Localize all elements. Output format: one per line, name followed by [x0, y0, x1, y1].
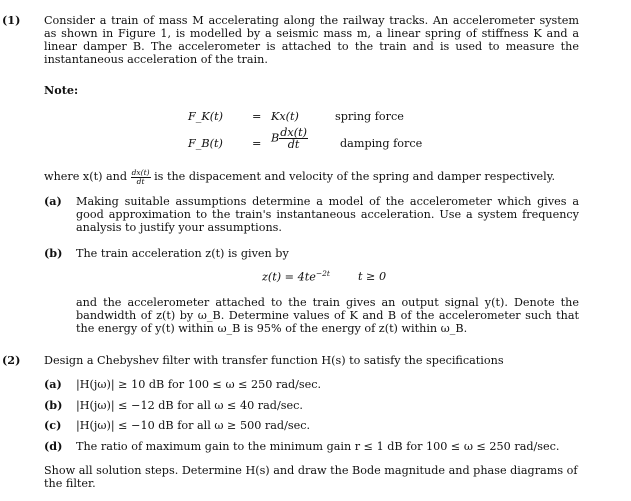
spec-d-text: The ratio of maximum gain to the minimum gain r ≤ 1 dB for 100 ≤ ω ≤ 250 rad/sec. — [76, 440, 560, 453]
q2-intro: Design a Chebyshev filter with transfer function H(s) to satisfy the specifications — [44, 354, 504, 367]
spec-d-label: (d) — [44, 439, 63, 453]
part-b-label: (b) — [44, 246, 63, 260]
eq-damping-rhs: B $\frac{dx(t)}{dt}$ — [271, 126, 307, 152]
eq-spring-desc: spring force — [335, 110, 404, 123]
q2-number: (2) — [2, 353, 21, 367]
eq-spring-lhs: F_K(t) — [188, 110, 223, 123]
spec-b-text: |H(jω)| ≤ −12 dB for all ω ≤ 40 rad/sec. — [76, 399, 303, 412]
spec-c-text: |H(jω)| ≤ −10 dB for all ω ≥ 500 rad/sec. — [76, 419, 311, 432]
where-line: where x(t) and $\frac{dx(t)}{dt}$ is the dispacement and velocity of the spring and damper respectively. — [44, 168, 556, 186]
spec-a-label: (a) — [44, 377, 62, 391]
q1-number: (1) — [2, 13, 21, 27]
part-a-label: (a) — [44, 194, 62, 208]
spec-c-label: (c) — [44, 418, 62, 432]
q2-closing: Show all solution steps. Determine H(s) and draw the Bode magnitude and phase diagrams of the filter. — [44, 464, 578, 490]
note-label: Note: — [44, 83, 79, 97]
eq-damping-lhs: F_B(t) — [188, 137, 223, 150]
q1-intro: Consider a train of mass M accelerating along the railway tracks. An accelerometer system as shown in Figure 1, is modelled by a seismic mass m, a linear spring of stiffness K and a linear damper B. The accelerometer is attached to the train and is used to measure the instantaneous acceleration of the train. — [44, 14, 579, 66]
part-a-text: Making suitable assumptions determine a model of the accelerometer which gives a good approximation to the train's instantaneous acceleration. Use a system frequency analysis to justify your assumptions. — [76, 195, 579, 234]
eq-spring-rhs: Kx(t) — [271, 110, 299, 123]
eq-spring-equals: = — [252, 110, 262, 123]
part-b-text: The train acceleration z(t) is given by — [76, 247, 289, 260]
spec-a-text: |H(jω)| ≥ 10 dB for 100 ≤ ω ≤ 250 rad/sec. — [76, 378, 322, 391]
part-b-text2: and the accelerometer attached to the train gives an output signal y(t). Denote the bandwidth of z(t) by ω_B. Determine values of K and B of the accelerometer such that the energy of y(t) within ω_B is 95% of the energy of z(t) within ω_B. — [76, 296, 579, 335]
eq-damping-desc: damping force — [340, 137, 423, 150]
eq-acceleration: $z(t) = 4te^{-2t}$ — [262, 269, 330, 284]
eq-damping-equals: = — [252, 137, 262, 150]
spec-b-label: (b) — [44, 398, 63, 412]
eq-acceleration-condition: t ≥ 0 — [358, 270, 387, 283]
